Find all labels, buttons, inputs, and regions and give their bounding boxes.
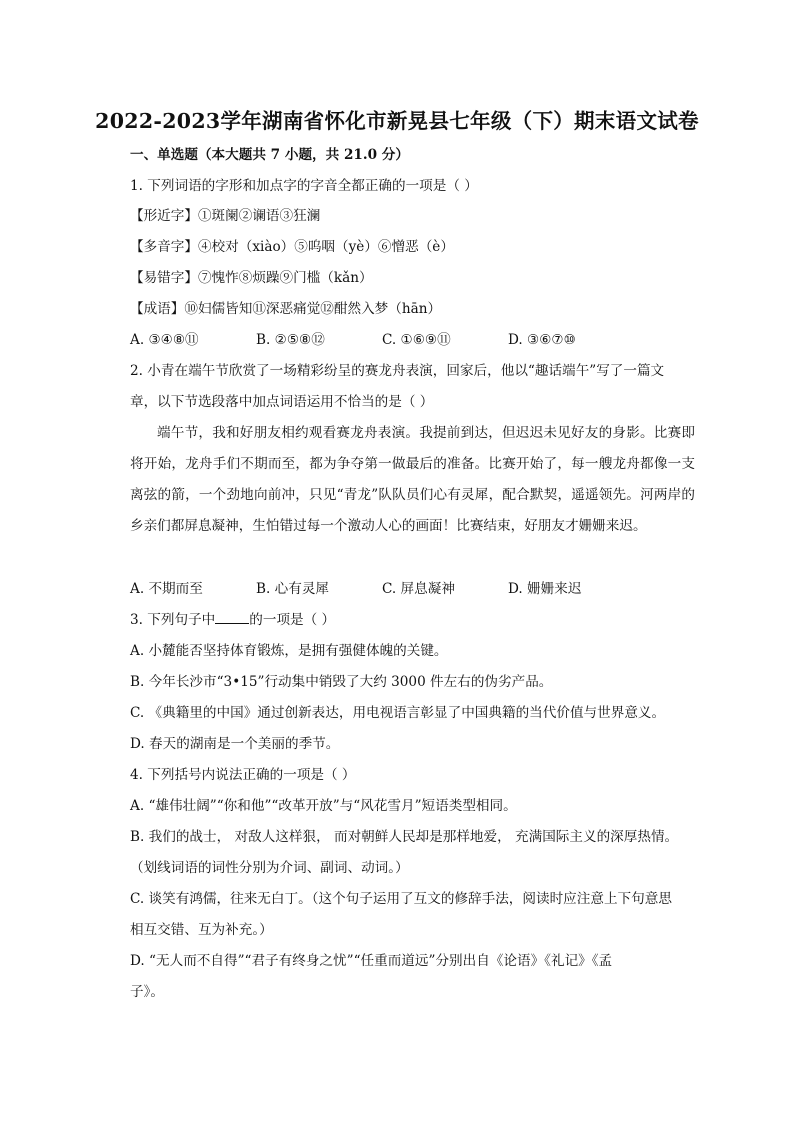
q3-stem-after: 的一项是（ ） — [249, 612, 336, 628]
q2-option-a: A. 不期而至 — [130, 581, 203, 597]
q3-option-a: A. 小麓能否坚持体育锻炼，是拥有强健体魄的关键。 — [130, 643, 448, 659]
q1-line-3: 【易错字】⑦愧怍⑧烦躁⑨门槛（kǎn） — [130, 270, 373, 286]
q1-option-b: B. ②⑤⑧⑫ — [256, 332, 325, 348]
q4-option-b-line-1: B. 我们的战士， 对敌人这样狠， 而对朝鲜人民却是那样地爱， 充满国际主义的深厚热情。 — [130, 829, 679, 845]
q3-option-d: D. 春天的湖南是一个美丽的季节。 — [130, 736, 340, 752]
q3-stem — [130, 611, 335, 629]
q4-option-d-line-1: D. “无人而不自得”“君子有终身之忧”“任重而道远”分别出自《论语》《礼记》《孟 — [130, 953, 613, 969]
q2-option-c: C. 屏息凝神 — [382, 581, 455, 597]
q4-option-c-line-1: C. 谈笑有鸿儒，往来无白丁。（这个句子运用了互文的修辞手法，阅读时应注意上下句意思 — [130, 891, 672, 907]
q1-line-2: 【多音字】④校对（xiào）⑤呜咽（yè）⑥憎恶（è） — [130, 239, 454, 255]
q2-stem-line-2: 章，以下节选段落中加点词语运用不恰当的是（ ） — [130, 394, 434, 410]
q2-option-d: D. 姗姗来迟 — [508, 581, 582, 597]
q1-line-1: 【形近字】①斑阑②谰语③狂澜 — [130, 208, 321, 224]
q2-option-b: B. 心有灵犀 — [256, 581, 330, 597]
q1-line-4: 【成语】⑩妇儒皆知⑪深恶痛觉⑫酣然入梦（hān） — [130, 301, 442, 317]
q1-option-d: D. ③⑥⑦⑩ — [508, 332, 576, 348]
exam-title: 2022-2023学年湖南省怀化市新晃县七年级（下）期末语文试卷 — [95, 109, 699, 133]
q3-stem-before: 3. 下列句子中 — [130, 612, 216, 628]
q3-option-c: C. 《典籍里的中国》通过创新表达，用电视语言彰显了中国典籍的当代价值与世界意义。 — [130, 705, 666, 721]
q4-option-a: A. “雄伟壮阔”“你和他”“改革开放”与“风花雪月”短语类型相同。 — [130, 798, 517, 814]
q2-stem-line-1: 2. 小青在端午节欣赏了一场精彩纷呈的赛龙舟表演，回家后，他以“趣话端午”写了一篇文 — [130, 363, 665, 379]
section-heading: 一、单选题（本大题共 7 小题，共 21.0 分） — [130, 147, 409, 163]
q4-option-c-line-2: 相互交错、互为补充。） — [130, 922, 273, 938]
q2-passage: 端午节，我和好朋友相约观看赛龙舟表演。我提前到达，但迟迟未见好友的身影。比赛即将开始，龙舟手们不期而至，都为争夺第一做最后的准备。比赛开始了，每一艘龙舟都像一支离弦的箭，一个劲地向前冲，只见“青龙”队队员们心有灵犀，配合默契，遥遥领先。河两岸的乡亲们都屏息凝神，生怕错过每一个激动人心的画面！比赛结束，好朋友才姗姗来迟。 — [130, 425, 695, 534]
q4-option-d-line-2: 子》。 — [130, 984, 164, 1000]
q4-stem: 4. 下列括号内说法正确的一项是（ ） — [130, 767, 356, 783]
q1-option-a: A. ③④⑧⑪ — [130, 332, 199, 348]
q1-option-c: C. ①⑥⑨⑪ — [382, 332, 451, 348]
q1-stem: 1. 下列词语的字形和加点字的字音全都正确的一项是（ ） — [130, 178, 478, 194]
q3-option-b: B. 今年长沙市“3•15”行动集中销毁了大约 3000 件左右的伪劣产品。 — [130, 674, 553, 690]
answer-blank — [215, 611, 249, 624]
q4-option-b-line-2: （划线词语的词性分别为介词、副词、动词。） — [130, 860, 409, 876]
